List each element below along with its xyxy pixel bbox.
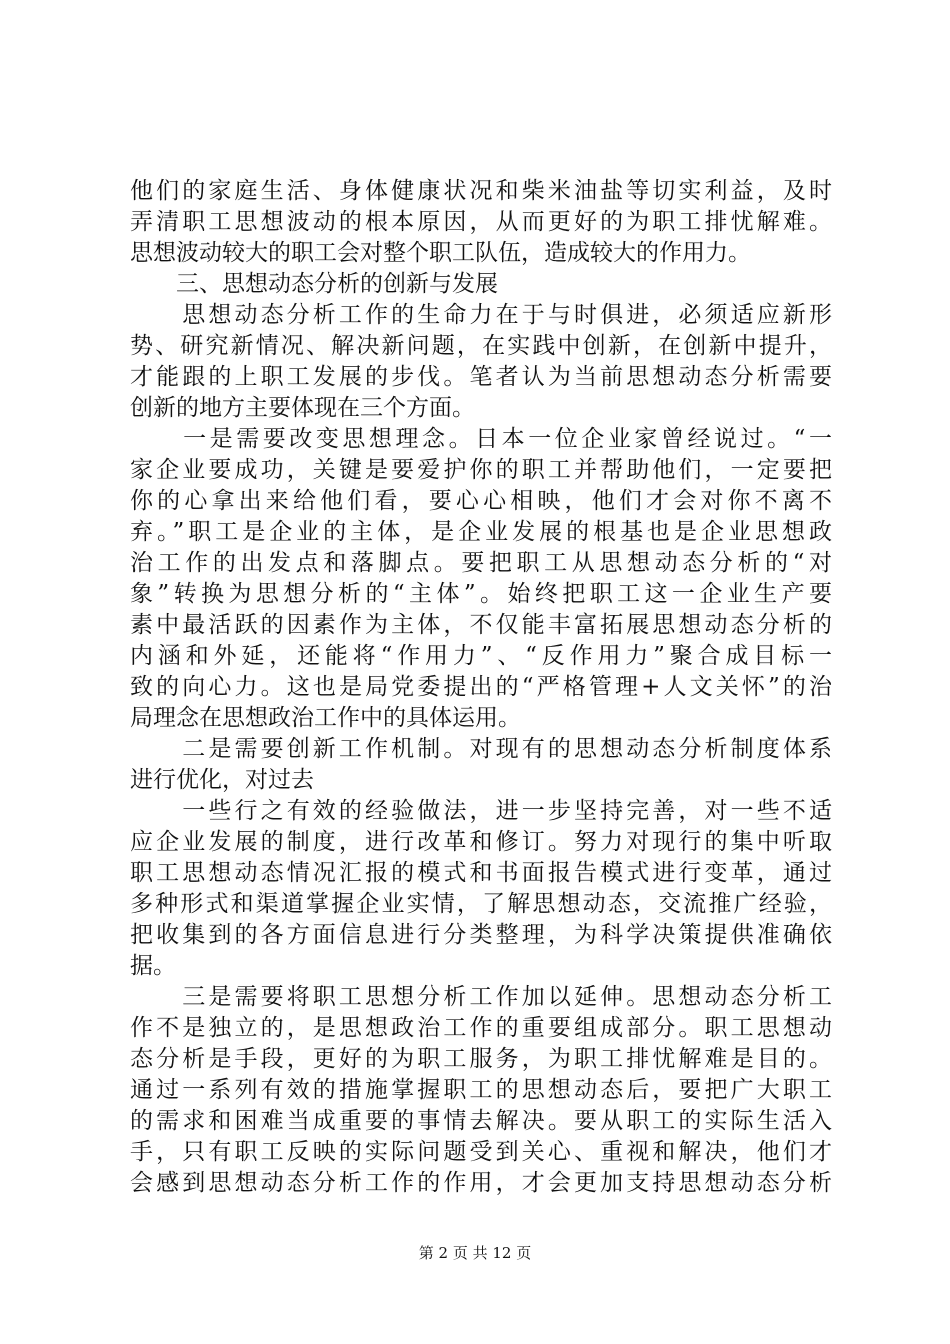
text-line: 会感到思想动态分析工作的作用，才会更加支持思想动态分析	[130, 1170, 832, 1196]
text-line: 一是需要改变思想理念。日本一位企业家曾经说过。“一	[130, 426, 832, 452]
text-line: 进行优化，对过去	[130, 767, 314, 793]
text-line: 思想波动较大的职工会对整个职工队伍，造成较大的作用力。	[130, 240, 751, 266]
text-line: 三是需要将职工思想分析工作加以延伸。思想动态分析工	[130, 984, 832, 1010]
text-line: 弃。”职工是企业的主体，是企业发展的根基也是企业思想政	[130, 519, 832, 545]
text-line: 家企业要成功，关键是要爱护你的职工并帮助他们，一定要把	[130, 457, 832, 483]
text-line: 应企业发展的制度，进行改革和修订。努力对现行的集中听取	[130, 829, 832, 855]
text-line: 治工作的出发点和落脚点。要把职工从思想动态分析的“对	[130, 550, 832, 576]
text-line: 象”转换为思想分析的“主体”。始终把职工这一企业生产要	[130, 581, 832, 607]
text-line: 职工思想动态情况汇报的模式和书面报告模式进行变革，通过	[130, 860, 832, 886]
text-line: 他们的家庭生活、身体健康状况和柴米油盐等切实利益，及时	[130, 178, 832, 204]
text-line: 创新的地方主要体现在三个方面。	[130, 395, 475, 421]
text-line: 弄清职工思想波动的根本原因，从而更好的为职工排忧解难。	[130, 209, 832, 235]
text-line: 手，只有职工反映的实际问题受到关心、重视和解决，他们才	[130, 1139, 832, 1165]
text-line: 素中最活跃的因素作为主体，不仅能丰富拓展思想动态分析的	[130, 612, 832, 638]
text-line: 一些行之有效的经验做法，进一步坚持完善，对一些不适	[130, 798, 832, 824]
text-line: 的需求和困难当成重要的事情去解决。要从职工的实际生活入	[130, 1108, 832, 1134]
text-line: 势、研究新情况、解决新问题，在实践中创新，在创新中提升，	[130, 333, 832, 359]
text-line: 致的向心力。这也是局党委提出的“严格管理+人文关怀”的治	[130, 674, 832, 700]
document-body	[130, 176, 832, 1199]
text-line: 局理念在思想政治工作中的具体运用。	[130, 705, 521, 731]
text-line: 通过一系列有效的措施掌握职工的思想动态后，要把广大职工	[130, 1077, 832, 1103]
text-line: 作不是独立的，是思想政治工作的重要组成部分。职工思想动	[130, 1015, 832, 1041]
text-line: 把收集到的各方面信息进行分类整理，为科学决策提供准确依	[130, 922, 832, 948]
text-line: 思想动态分析工作的生命力在于与时俱进，必须适应新形	[130, 302, 832, 328]
text-line: 据。	[130, 953, 176, 979]
text-line: 你的心拿出来给他们看，要心心相映，他们才会对你不离不	[130, 488, 832, 514]
page-footer: 第 2 页 共 12 页	[418, 1244, 532, 1262]
text-line: 才能跟的上职工发展的步伐。笔者认为当前思想动态分析需要	[130, 364, 832, 390]
text-line: 三、思想动态分析的创新与发展	[130, 271, 498, 297]
text-line: 内涵和外延，还能将“作用力”、“反作用力”聚合成目标一	[130, 643, 832, 669]
text-line: 态分析是手段，更好的为职工服务，为职工排忧解难是目的。	[130, 1046, 832, 1072]
text-line: 二是需要创新工作机制。对现有的思想动态分析制度体系	[130, 736, 832, 762]
text-line: 多种形式和渠道掌握企业实情，了解思想动态，交流推广经验，	[130, 891, 832, 917]
